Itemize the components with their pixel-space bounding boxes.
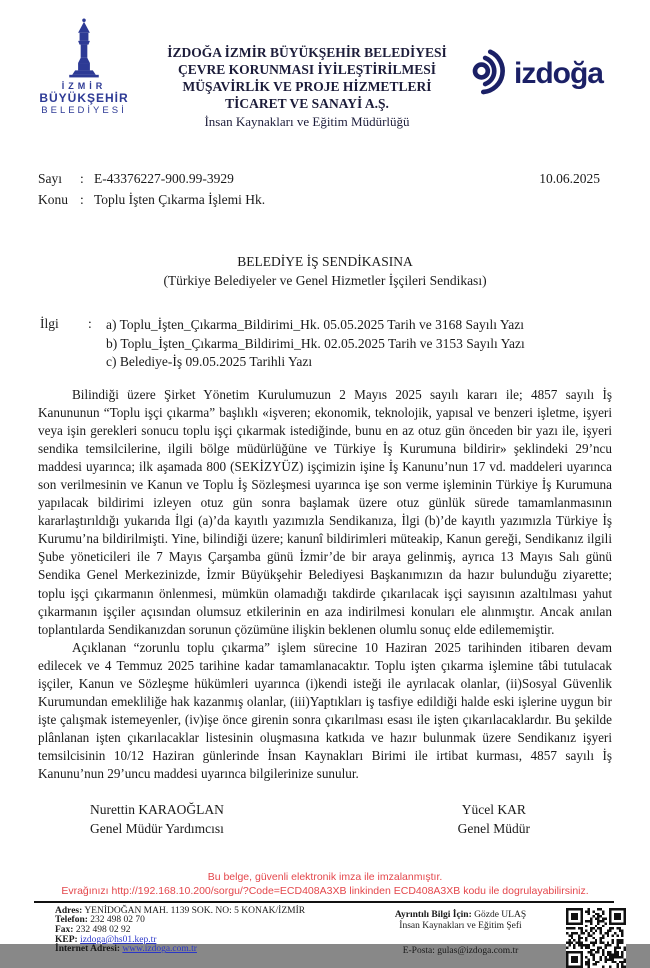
company-title-block (144, 18, 470, 130)
signer-title: Genel Müdür (457, 820, 530, 836)
sound-wave-icon (470, 40, 510, 107)
signature-left (90, 800, 224, 838)
telefon-label: Telefon: (55, 915, 88, 926)
esignature-notice (0, 870, 650, 898)
document-number: E-43376227-900.99-3929 (94, 171, 234, 186)
signer-name: Yücel KAR (461, 801, 526, 817)
website-link[interactable]: www.izdoga.com.tr (122, 944, 197, 955)
sayi-label: Sayı (38, 171, 63, 186)
signer-name: Nurettin KARAOĞLAN (90, 801, 224, 817)
references-block (0, 290, 650, 372)
internet-label: İnternet Adresi: (55, 944, 120, 955)
eposta-label: E-Posta: (402, 945, 435, 956)
company-title-line: İZDOĞA İZMİR BÜYÜKŞEHİR BELEDİYESİ (167, 45, 447, 60)
fax-label: Fax: (55, 924, 74, 935)
company-title-line: MÜŞAVİRLİK VE PROJE HİZMETLERİ (182, 79, 432, 94)
letter-footer (0, 903, 650, 968)
info-contact-name: Gözde ULAŞ (474, 909, 527, 920)
eposta-value: gulas@izdoga.com.tr (437, 945, 519, 956)
recipient-name: BELEDİYE İŞ SENDİKASINA (237, 254, 413, 269)
sayi-colon: : (80, 171, 84, 186)
adres-label: Adres: (55, 905, 83, 916)
recipient-description: (Türkiye Belediyeler ve Genel Hizmetler İşçileri Sendikası) (163, 273, 487, 288)
municipality-name-line3: BELEDİYESİ (41, 105, 127, 116)
fax-value: 232 498 02 92 (75, 924, 131, 935)
company-title-line: ÇEVRE KORUNMASI İYİLEŞTİRİLMESİ (177, 62, 437, 77)
recipient-block (0, 252, 650, 290)
footer-info-block (355, 907, 566, 968)
izmir-municipality-logo (24, 18, 144, 116)
kep-address-link[interactable]: izdoga@hs01.kep.tr (80, 934, 157, 945)
municipality-name-line1: İZMİR (61, 81, 107, 91)
ilgi-colon: : (88, 316, 92, 331)
department-name: İnsan Kaynakları ve Eğitim Müdürlüğü (204, 114, 410, 129)
esignature-line1: Bu belge, güvenli elektronik imza ile imzalanmıştır. (207, 870, 443, 883)
letter-date: 10.06.2025 (539, 171, 600, 186)
municipality-name-line2: BÜYÜKŞEHİR (39, 91, 129, 105)
izdoga-logo (470, 18, 620, 107)
info-label: Ayrıntılı Bilgi İçin: (394, 909, 472, 920)
letter-body (0, 372, 650, 784)
body-paragraph-2: Açıklanan “zorunlu toplu çıkarma” işlem sürecine 10 Haziran 2025 tarihinden itibaren devam edilecek ve 4 Temmuz 2025 tarihine kadar tamamlanacaktır. Toplu işten çıkarma işlemine tâbi tutulacak işçiler, Kanun ve Sözleşme hükümleri uyarınca (i)kendi isteği ile ayrılacak olanlar, (ii)Sosyal Güvenlik Kurumundan emekliliğe hak kazanmış olanlar, (iii)Yaptıkları iş tasfiye edildiği halde eski işlerine uygun bir işte çalışmak istemeyenler, (iv)işe önce girenin sonra çıkarılması esası ile işten çıkarılacaklardır. Bu şekilde plânlanan işten çıkarılacaklar listesinin oluşmasına katkıda ve hazır bulunmak üzere Sendikanız işyeri temsilcisinin 10/12 Haziran günlerinde İnsan Kaynakları Birimi ile irtibat kurması, 4857 sayılı İş Kanunu’nun 29’uncu maddesi uyarınca bilgilerinize sunulur. (38, 639, 612, 782)
info-contact-title: İnsan Kaynakları ve Eğitim Şefi (399, 920, 522, 931)
company-title-line: TİCARET VE SANAYİ A.Ş. (225, 96, 389, 111)
letter-subject: Toplu İşten Çıkarma İşlemi Hk. (94, 192, 266, 207)
body-paragraph-1: Bilindiği üzere Şirket Yönetim Kurulumuzun 2 Mayıs 2025 sayılı kararı ile; 4857 sayılı İş Kanununun “Toplu işçi çıkarma” başlıklı «işveren; ekonomik, teknolojik, yapısal ve benzeri işletme, işyeri veya işin gerekleri sonucu toplu işçi çıkarmak istediğinde, bunu en az otuz gün önceden bir yazı ile, işyeri sendika temsilcilerine, ilgili bölge müdürlüğüne ve Türkiye İş Kurumuna bildirir» şeklindeki 29’ncu maddesi uyarınca; ilk aşamada 800 (SEKİZYÜZ) işçimizin işine İş Kanunu’nun 17 vd. maddeleri uyarınca son verilmesinin ve Kanun ve Toplu İş Sözleşmesi uyarınca işe son verme işleminin Türkiye İş Kurumuna yapılacak bildirimi izleyen otuz gün sonra başlamak üzere otuz günlük sürede tamamlanmasının kararlaştırıldığı yukarıda İlgi (a)’da kayıtlı yazımızla Sendikanıza, İlgi (b)’de kayıtlı yazımızla Türkiye İş Kurumu’na bildirilmişti. Yine, bilindiği üzere; kanunî bildirimleri müteakip, Kanun gereği, Sendikanız ilgili Şube yöneticileri ile 7 Mayıs Çarşamba günü İzmir’de bir araya gelinmiş, ayrıca 13 Mayıs Salı günü Sendika Genel Merkezinizde, İzmir Büyükşehir Belediyesi Başkanımızın da hazır bulunduğu ziyarette; toplu işçi çıkarmanın önlenmesi, mümkün olamadığı takdirde çıkarılacak işçi sayısının azaltılması yahut çıkarmanın işçiler açısından olumsuz etkilerinin en aza indirilmesi konuları ele alınmıştır. Ancak anılan toplantılarda Sendikanızdan sorunun çözümüne ilişkin beklenen olumlu sonuç elde edilememiştir. (38, 386, 612, 637)
footer-contact-block (55, 907, 355, 968)
signature-block (0, 784, 650, 838)
esignature-line2: Evrağınızı http://192.168.10.200/sorgu/?Code=ECD408A3XB linkinden ECD408A3XB kodu ile dogrulayabilirsiniz. (61, 884, 589, 897)
adres-value: YENİDOĞAN MAH. 1139 SOK. NO: 5 KONAK/İZMİR (84, 905, 306, 916)
clock-tower-icon (24, 18, 144, 80)
reference-item: b) Toplu_İşten_Çıkarma_Bildirimi_Hk. 02.05.2025 Tarih ve 3153 Sayılı Yazı (106, 335, 525, 351)
reference-item: c) Belediye-İş 09.05.2025 Tarihli Yazı (106, 354, 313, 369)
ilgi-label: İlgi (40, 316, 59, 331)
signature-right (458, 800, 530, 838)
reference-item: a) Toplu_İşten_Çıkarma_Bildirimi_Hk. 05.05.2025 Tarih ve 3168 Sayılı Yazı (106, 317, 524, 332)
signer-title: Genel Müdür Yardımcısı (90, 820, 224, 836)
reference-list (106, 316, 525, 372)
telefon-value: 232 498 02 70 (90, 915, 145, 926)
letterhead (0, 0, 650, 130)
qr-code (566, 907, 628, 968)
kep-label: KEP: (55, 934, 78, 945)
konu-label: Konu (38, 192, 68, 207)
izdoga-wordmark: izdoğa (514, 56, 603, 90)
letter-meta (0, 130, 650, 210)
konu-colon: : (80, 192, 84, 207)
